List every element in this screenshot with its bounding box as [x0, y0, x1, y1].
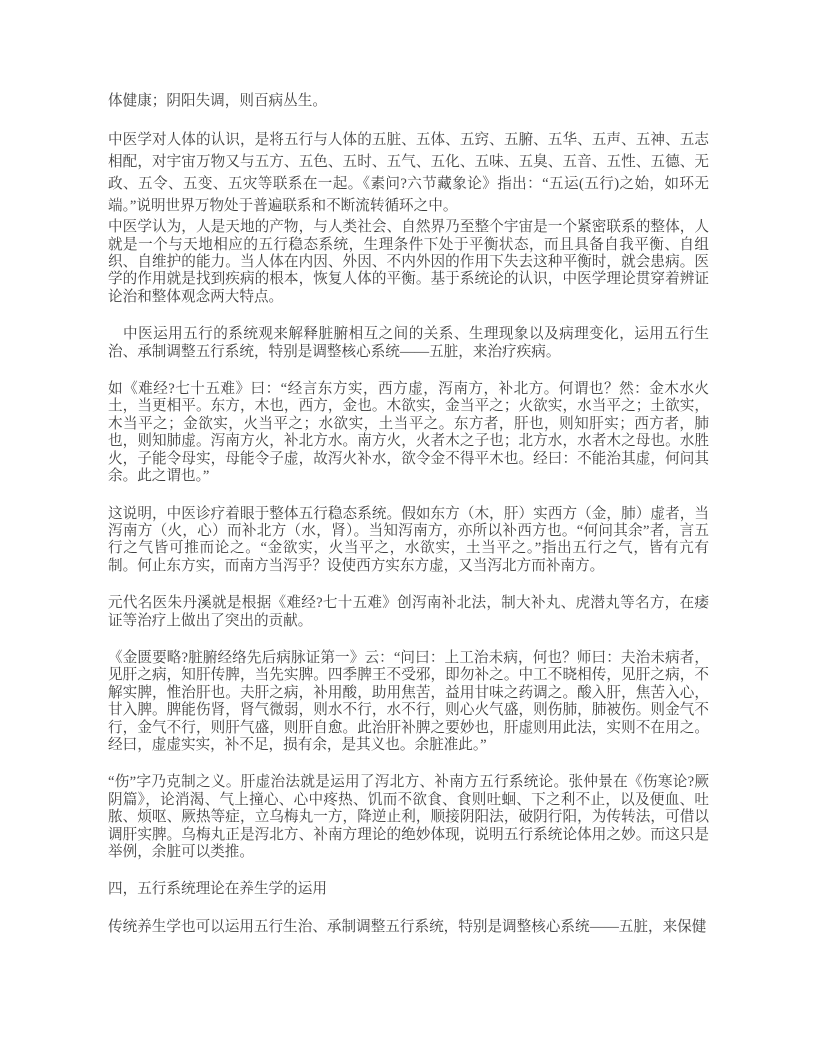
paragraph: 体健康；阴阳失调，则百病丛生。 — [108, 93, 327, 109]
paragraph: 中医学认为，人是天地的产物，与人类社会、自然界乃至整个宇宙是一个紧密联系的整体，人就是一个与天地相应的五行稳态系统，生理条件下处于平衡状态，而且具备自我平衡、自组织、自维护的能力。当人体在内因、外因、不内外因的作用下失去这种平衡时，就会患病。医学的作用就是找到疾病的根本，恢复人体的平衡。基于系统论的认识，中医学理论贯穿着辨证论治和整体观念两大特点。 — [108, 219, 709, 305]
paragraph: 《金匮要略?脏腑经络先后病脉证第一》云：“问曰：上工治未病，何也？师曰：夫治未病者，见肝之病，知肝传脾，当先实脾。四季脾王不受邪，即勿补之。中工不晓相传，见肝之病，不解实脾，惟治肝也。夫肝之病，补用酸，助用焦苦，益用甘味之药调之。酸入肝，焦苦入心，甘入脾。脾能伤肾，肾气微弱，则水不行，水不行，则心火气盛，则伤肺，肺被伤。则金气不行，金气不行，则肝气盛，则肝自愈。此治肝补脾之要妙也，肝虚则用此法，实则不在用之。经曰，虚虚实实，补不足，损有余，是其义也。余脏准此。” — [108, 649, 709, 753]
paragraph: “伤”字乃克制之义。肝虚治法就是运用了泻北方、补南方五行系统论。张仲景在《伤寒论?厥阴篇》，论消渴、气上撞心、心中疼热、饥而不欲食、食则吐蛔、下之利不止，以及便血、吐脓、烦呕、厥热等症，立乌梅丸一方，降逆止利，顺接阴阳法，破阴行阳，为传转法，可借以调肝实脾。乌梅丸正是泻北方、补南方理论的绝妙体现，说明五行系统论体用之妙。而这只是举例，余脏可以类推。 — [108, 774, 709, 860]
paragraph: 传统养生学也可以运用五行生治、承制调整五行系统，特别是调整核心系统——五脏，来保健 — [108, 918, 707, 935]
paragraph: 中医运用五行的系统观来解释脏腑相互之间的关系、生理现象以及病理变化，运用五行生治、承制调整五行系统，特别是调整核心系统——五脏，来治疗疾病。 — [108, 326, 709, 360]
paragraph: 元代名医朱丹溪就是根据《难经?七十五难》创泻南补北法，制大补丸、虎潜丸等名方，在痿证等治疗上做出了突出的贡献。 — [108, 595, 709, 629]
paragraph: 如《难经?七十五难》曰：“经言东方实，西方虚，泻南方，补北方。何谓也？然：金木水火土，当更相平。东方，木也，西方，金也。木欲实，金当平之；火欲实，水当平之；土欲实，木当平之；金欲实，火当平之；水欲实，土当平之。东方者，肝也，则知肝实；西方者，肺也，则知肺虚。泻南方火，补北方水。南方火，火者木之子也；北方水，水者木之母也。水胜火，子能令母实，母能令子虚，故泻火补水，欲令金不得平木也。经曰：不能治其虚，何问其余。此之谓也。” — [108, 381, 709, 485]
paragraph: 四，五行系统理论在养生学的运用 — [108, 881, 327, 898]
paragraph: 中医学对人体的认识，是将五行与人体的五脏、五体、五窍、五腑、五华、五声、五神、五志相配，对宇宙万物又与五方、五色、五时、五气、五化、五味、五臭、五音、五性、五德、无政、五令、五变、五灾等联系在一起。《素问?六节藏象论》指出：“五运(五行)之始，如环无端。”说明世界万物处于普遍联系和不断流转循环之中。 — [108, 132, 709, 214]
paragraph: 这说明，中医诊疗着眼于整体五行稳态系统。假如东方（木，肝）实西方（金，肺）虚者，当泻南方（火，心）而补北方（水，肾）。当知泻南方，亦所以补西方也。“何问其余”者，言五行之气皆可推而论之。“金欲实，火当平之，水欲实，土当平之。”指出五行之气，皆有亢有制。何止东方实，而南方当泻乎？设使西方实东方虚，又当泻北方而补南方。 — [108, 505, 709, 574]
document-content — [108, 93, 709, 936]
